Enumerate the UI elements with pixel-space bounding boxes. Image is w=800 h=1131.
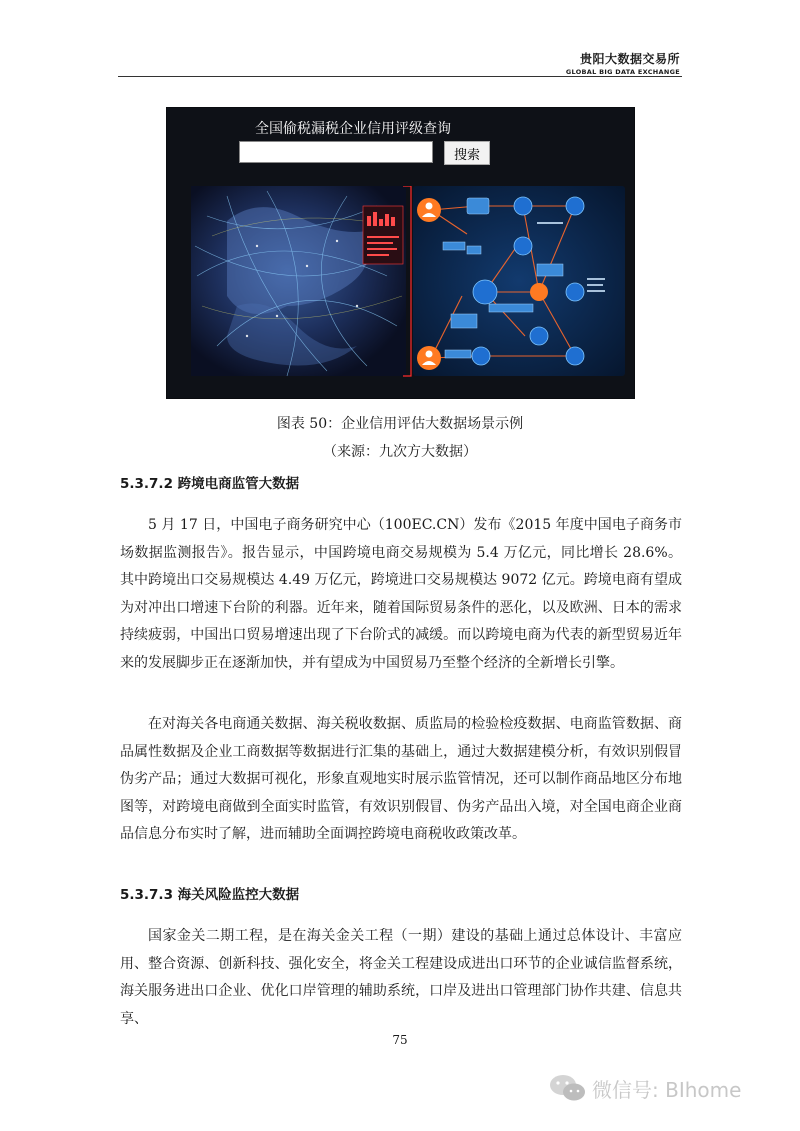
- figure-caption: 图表 50：企业信用评估大数据场景示例: [276, 416, 524, 432]
- paragraph: 在对海关各电商通关数据、海关税收数据、质监局的检验检疫数据、电商监管数据、商品属性数据及企业工商数据等数据进行汇集的基础上，通过大数据建模分析，有效识别假冒伪劣产品；通过大数据可视化，形象直观地实时展示监管情况，还可以制作商品地区分布地图等，对跨境电商做到全面实时监管，有效识别假冒、伪劣产品出入境，对全国电商企业商品信息分布实时了解，进而辅助全面调控跨境电商税收政策改革。: [120, 716, 682, 842]
- figure-title: 全国偷税漏税企业信用评级查询: [255, 121, 451, 137]
- search-button[interactable]: 搜索: [444, 141, 490, 165]
- paragraph: 5 月 17 日，中国电子商务研究中心（100EC.CN）发布《2015 年度中国电子商务市场数据监测报告》。报告显示，中国跨境电商交易规模为 5.4 万亿元，同比增长 28.6%。其中跨境出口交易规模达 4.49 万亿元，跨境进口交易规模达 9072 亿元。跨境电商有望成为对冲出口增速下台阶的利器。近年来，随着国际贸易条件的恶化，以及欧洲、日本的需求持续疲弱，中国出口贸易增速出现了下台阶式的减缓。而以跨境电商为代表的新型贸易近年来的发展脚步正在逐渐加快，并有望成为中国贸易乃至整个经济的全新增长引擎。: [120, 517, 682, 671]
- header-rule: [118, 76, 682, 77]
- paragraph: 国家金关二期工程，是在海关金关工程（一期）建设的基础上通过总体设计、丰富应用、整合资源、创新科技、强化安全，将金关工程建设成进出口环节的企业诚信监督系统，海关服务进出口企业、优化口岸管理的辅助系统，口岸及进出口管理部门协作共建、信息共享、: [120, 928, 682, 1027]
- section-heading-5373: 5.3.7.3 海关风险监控大数据: [120, 887, 300, 903]
- person-node-top: [417, 198, 441, 222]
- watermark: [548, 1072, 741, 1104]
- globe-map-panel: [191, 186, 411, 376]
- brand-name-cn: 贵阳大数据交易所: [579, 52, 680, 66]
- figure-screenshot: [166, 107, 635, 399]
- watermark-text: 微信号: BIhome: [592, 1077, 742, 1102]
- flow-diagram-panel: [413, 186, 625, 376]
- person-node-bottom: [417, 346, 441, 370]
- figure-visualization: [167, 186, 634, 398]
- search-input[interactable]: [239, 141, 433, 163]
- brand-name-en: GLOBAL BIG DATA EXCHANGE: [565, 68, 680, 76]
- wechat-icon: [548, 1072, 588, 1104]
- figure-source: （来源：九次方大数据）: [323, 444, 477, 460]
- header-brand: [566, 50, 680, 76]
- page-number: 75: [392, 1033, 408, 1047]
- section-heading-5372: 5.3.7.2 跨境电商监管大数据: [120, 476, 300, 492]
